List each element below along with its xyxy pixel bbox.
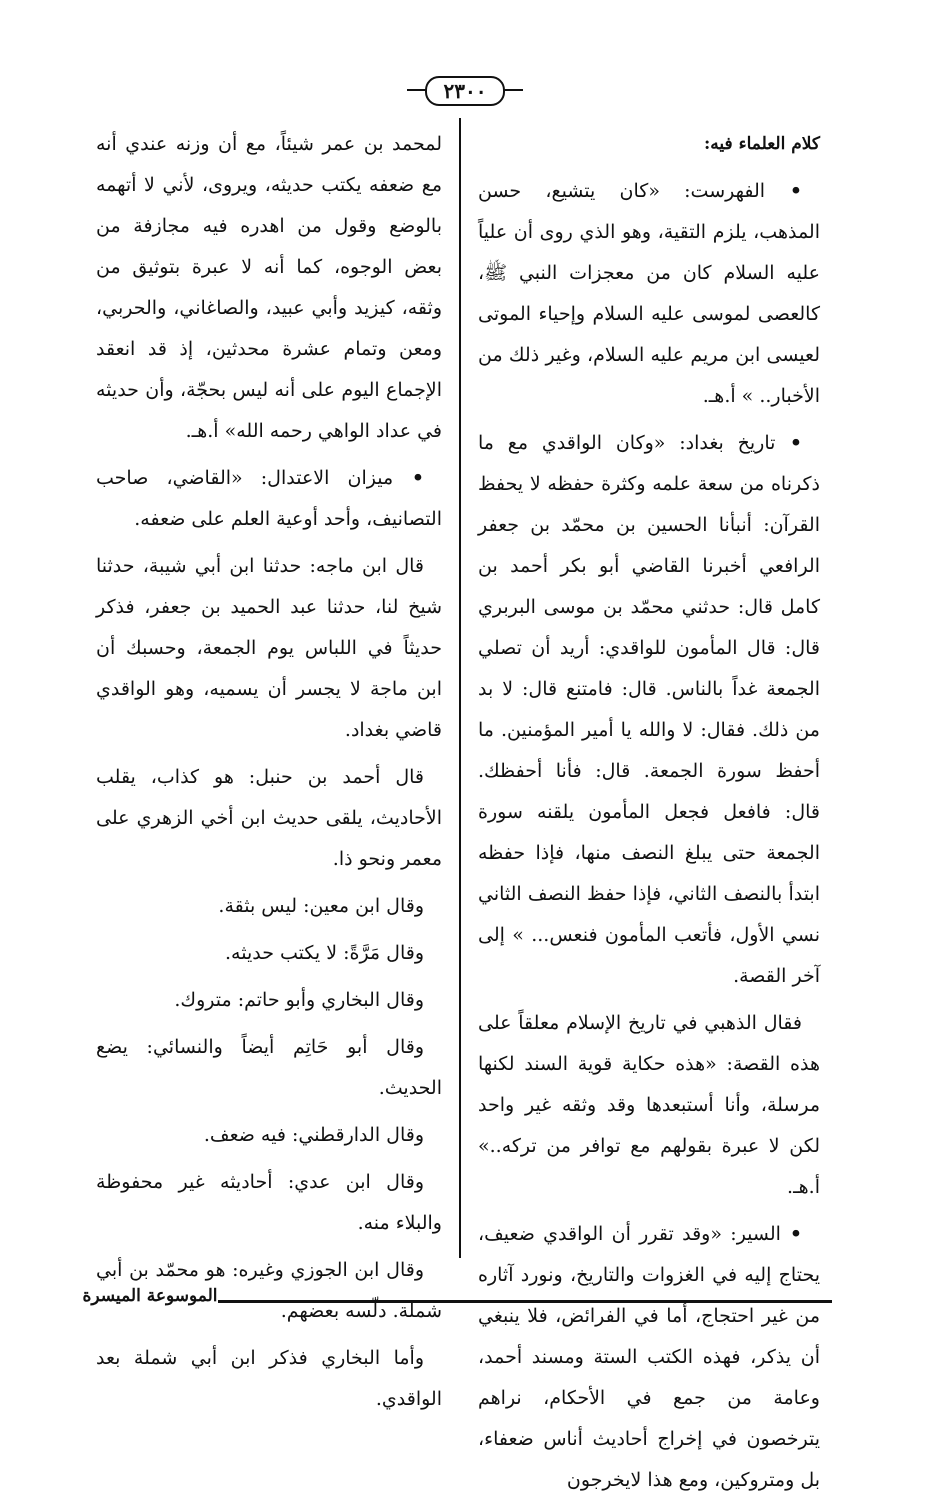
bullet-icon: • xyxy=(393,467,424,489)
paragraph-text: لمحمد بن عمر شيئاً، مع أن وزنه عندي أنه مع ضعفه يكتب حديثه، ويروى، لأني لا أتهمه بالوضع وقول من اهدره فيه مجازفة من بعض الوجوه، كما أنه لا عبرة بتوثيق من وثقه، كيزيد وأبي عبيد، والصاغاني، والحربي، ومعن وتمام عشرة محدثين، إذ قد انعقد الإجماع اليوم على أنه ليس بحجّة، وأن حديثه في عداد الواهي رحمه الله» أ.هـ. xyxy=(96,133,442,442)
paragraph xyxy=(96,1115,442,1156)
paragraph-text: تاريخ بغداد: «وكان الواقدي مع ما ذكرناه من سعة علمه وكثرة حفظه لا يحفظ القرآن: أنبأنا الحسين بن محمّد بن جعفر الرافعي أخبرنا القاضي أبو بكر أحمد بن كامل قال: حدثني محمّد بن موسى البربري قال: قال المأمون للواقدي: أريد أن تصلي الجمعة غداً بالناس. قال: فامتنع قال: لا بد من ذلك. فقال: لا والله يا أمير المؤمنين. ما أحفظ سورة الجمعة. قال: فأنا أحفظك. قال: فافعل فجعل المأمون يلقنه سورة الجمعة حتى يبلغ النصف منها، فإذا حفظه ابتدأ بالنصف الثاني، فإذا حفظ النصف الثاني نسي الأول، فأتعب المأمون فنعس... » إلى آخر القصة. xyxy=(478,432,820,987)
paragraph xyxy=(478,1214,820,1501)
ornament-left xyxy=(407,89,427,91)
paragraph xyxy=(478,171,820,417)
paragraph-text: وأما البخاري فذكر ابن أبي شملة بعد الواقدي. xyxy=(96,1347,442,1410)
footer-rule xyxy=(218,1300,832,1303)
paragraph xyxy=(96,1338,442,1420)
paragraph-text: كلام العلماء فيه: xyxy=(704,134,820,154)
paragraph-text: السير: «وقد تقرر أن الواقدي ضعيف، يحتاج إليه في الغزوات والتاريخ، ونورد آثاره من غير احتجاج، أما في الفرائض، فلا ينبغي أن يذكر، فهذه الكتب الستة ومسند أحمد، وعامة من جمع في الأحكام، نراهم يترخصون في إخراج أحاديث أناس ضعفاء، بل ومتروكين، ومع هذا لايخرجون xyxy=(478,1223,820,1491)
paragraph xyxy=(96,933,442,974)
paragraph-text: وقال أبو حَاتِم أيضاً والنسائي: يضع الحديث. xyxy=(96,1036,442,1099)
ornament-right xyxy=(503,89,523,91)
paragraph-text: وقال ابن الجوزي وغيره: هو محمّد بن أبي شملة. دلّسه بعضهم. xyxy=(96,1259,442,1322)
paragraph xyxy=(96,1027,442,1109)
paragraph-text: وقال ابن عدي: أحاديثه غير محفوظة والبلاء منه. xyxy=(96,1171,442,1234)
bullet-icon: • xyxy=(780,1223,803,1245)
paragraph xyxy=(96,886,442,927)
paragraph-text: وقال الدارقطني: فيه ضعف. xyxy=(203,1124,424,1146)
paragraph-text: وقال ابن معين: ليس بثقة. xyxy=(218,895,424,917)
paragraph-text: وقال مَرَّةً: لا يكتب حديثه. xyxy=(225,942,424,964)
paragraph xyxy=(96,546,442,751)
paragraph xyxy=(96,757,442,880)
paragraph xyxy=(96,1162,442,1244)
paragraph-text: قال ابن ماجه: حدثنا ابن أبي شيبة، حدثنا شيخ لنا، حدثنا عبد الحميد بن جعفر، فذكر حديثاً في اللباس يوم الجمعة، وحسبك أن ابن ماجة لا يجسر أن يسميه، وهو الواقدي قاضي بغداد. xyxy=(96,555,442,741)
paragraph-text: فقال الذهبي في تاريخ الإسلام معلقاً على هذه القصة: «هذه حكاية قوية السند لكنها مرسلة، وأنا أستبعدها وقد وثقه غير واحد لكن لا عبرة بقولهم مع توافر من تركه..» أ.هـ. xyxy=(478,1012,820,1198)
paragraph-text: وقال البخاري وأبو حاتم: متروك. xyxy=(174,989,424,1011)
paragraph-text: الفهرست: «كان يتشيع، حسن المذهب، يلزم التقية، وهو الذي روى أن علياً عليه السلام كان من معجزات النبي ﷺ، كالعصى لموسى عليه السلام وإحياء الموتى لعيسى ابن مريم عليه السلام، وغير ذلك من الأخبار.. » أ.هـ. xyxy=(478,180,820,407)
page-number: ٢٣٠٠ xyxy=(443,79,487,103)
paragraph xyxy=(478,423,820,997)
paragraph-text: ميزان الاعتدال: «القاضي، صاحب التصانيف، وأحد أوعية العلم على ضعفه. xyxy=(96,467,442,530)
column-divider xyxy=(459,118,461,1258)
footer-book-title: الموسوعة الميسرة xyxy=(82,1286,218,1306)
paragraph xyxy=(96,458,442,540)
paragraph xyxy=(96,124,442,452)
paragraph xyxy=(96,980,442,1021)
bullet-icon: • xyxy=(775,432,802,454)
paragraph xyxy=(478,1003,820,1208)
paragraph-text: قال أحمد بن حنبل: هو كذاب، يقلب الأحاديث، يلقى حديث ابن أخي الزهري على معمر ونحو ذا. xyxy=(96,766,442,870)
left-column xyxy=(96,124,442,1426)
section-heading xyxy=(478,124,820,165)
page-number-badge xyxy=(415,74,515,108)
bullet-icon: • xyxy=(765,180,802,202)
